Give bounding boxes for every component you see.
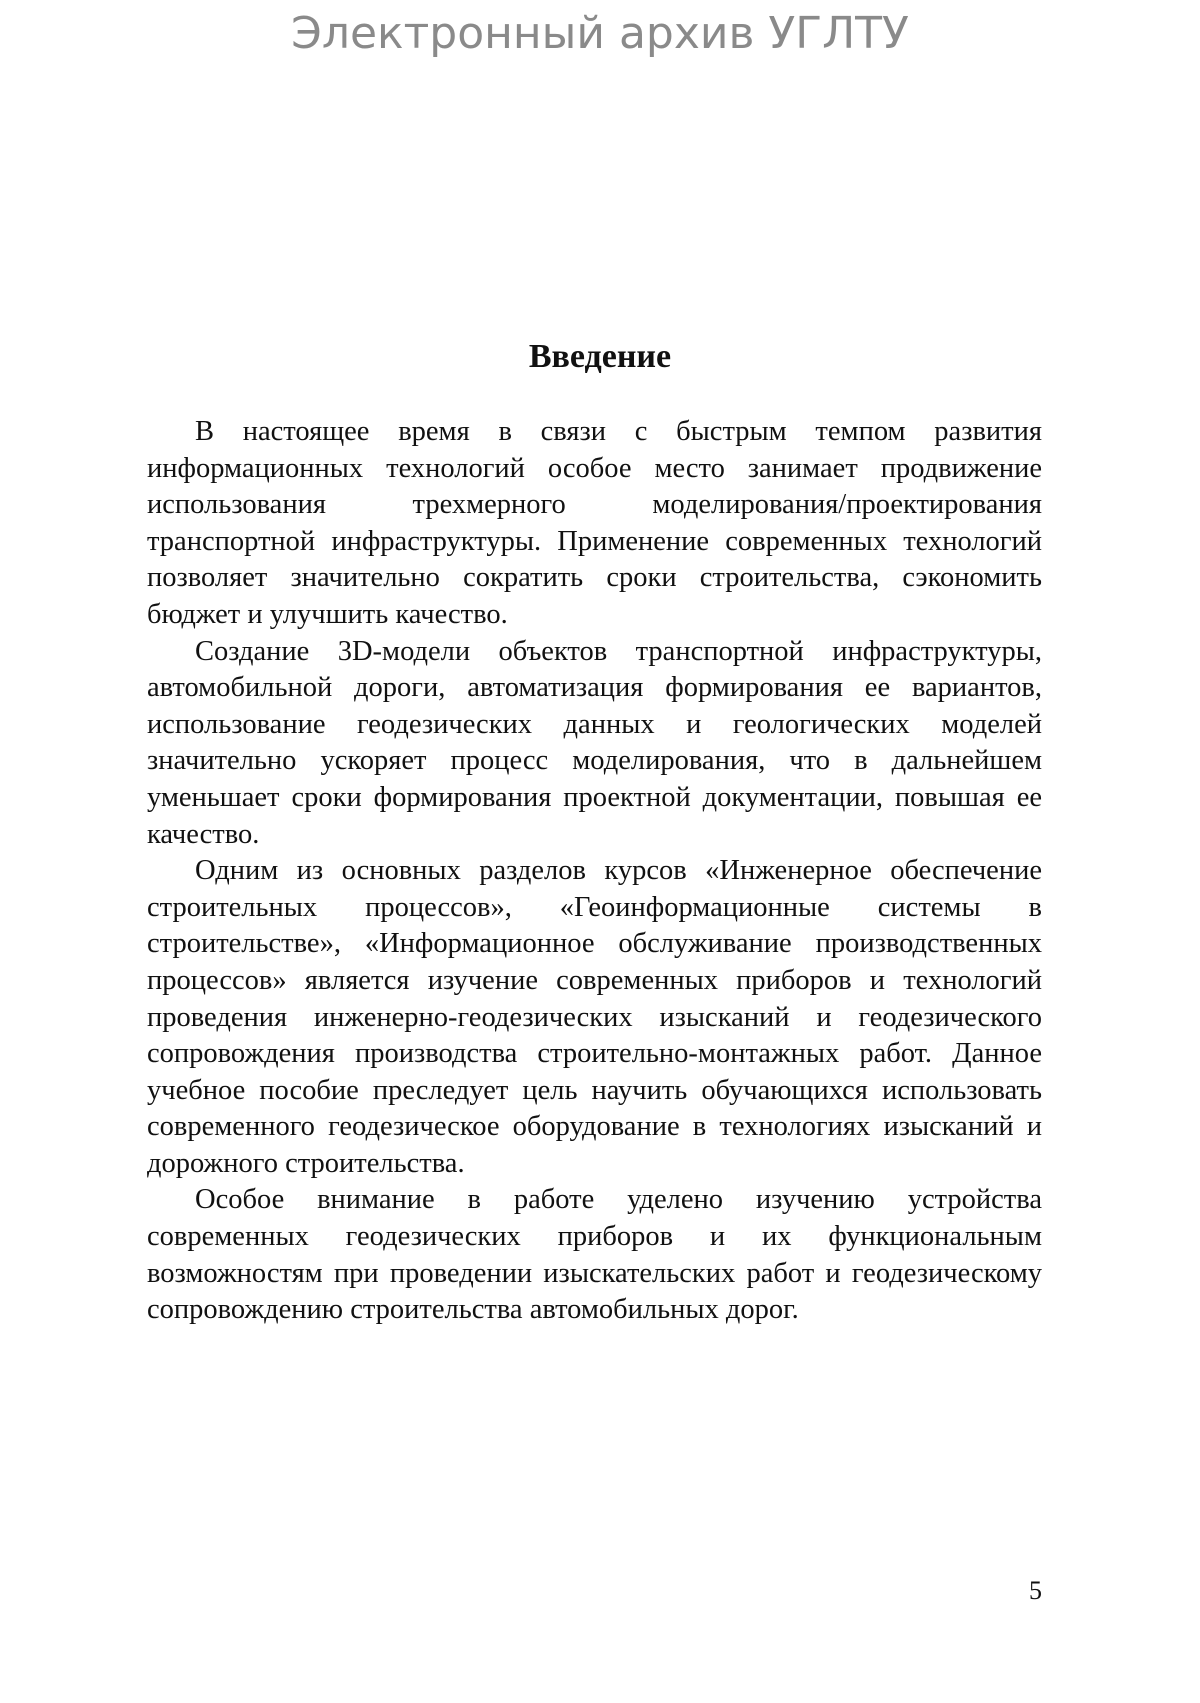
section-title: Введение xyxy=(528,338,672,375)
paragraph: Создание 3D-модели объектов транспортной инфраструктуры, автомобильной дороги, автоматизация формирования ее вариантов, использование геодезических данных и геологических моделей значительно ускоряет процесс моделирования, что в дальнейшем уменьшает сроки формирования проектной документации, повышая ее качество. xyxy=(147,635,1042,850)
paragraph: В настоящее время в связи с быстрым темпом развития информационных технологий особое место занимает продвижение использования трехмерного моделирования/проектирования транспортной инфраструктуры. Применение современных технологий позволяет значительно сократить сроки строительства, сэкономить бюджет и улучшить качество. xyxy=(147,416,1042,630)
paragraph: Особое внимание в работе уделено изучению устройства современных геодезических приборов и их функциональным возможностям при проведении изыскательских работ и геодезическому сопровождению строительства автомобильных дорог. xyxy=(147,1184,1042,1326)
body-text xyxy=(147,414,1042,1329)
archive-watermark: Электронный архив УГЛТУ xyxy=(291,8,909,59)
paragraph: Одним из основных разделов курсов «Инженерное обеспечение строительных процессов», «Геоинформационные системы в строительстве», «Информационное обслуживание производственных процессов» является изучение современных приборов и технологий проведения инженерно-геодезических изысканий и геодезического сопровождения производства строительно-монтажных работ. Данное учебное пособие преследует цель научить обучающихся использовать современного геодезическое оборудование в технологиях изысканий и дорожного строительства. xyxy=(147,855,1042,1179)
page-number: 5 xyxy=(1029,1576,1042,1605)
